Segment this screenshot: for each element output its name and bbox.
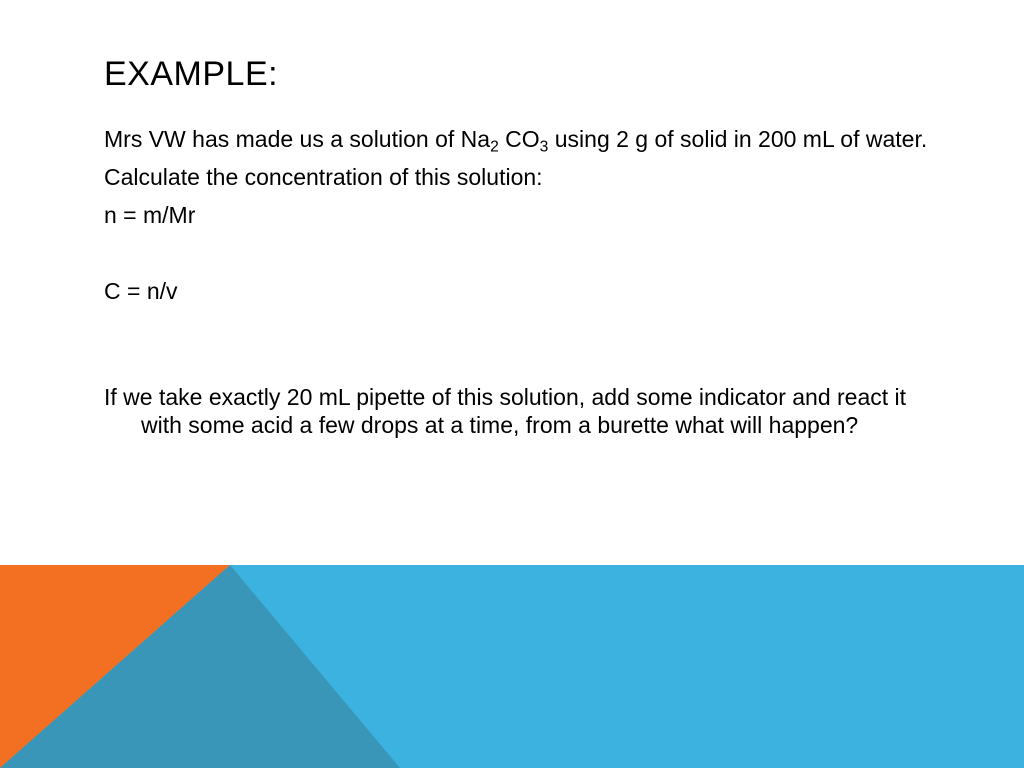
decorative-footer-graphic [0, 565, 1024, 768]
carbonate-text: CO [498, 126, 540, 152]
body-line-solution [104, 125, 934, 156]
solution-text-end: using 2 g of solid in 200 mL of water. [548, 126, 928, 152]
body-line-titration-question: If we take exactly 20 mL pipette of this solution, add some indicator and react it with some acid a few drops at a time, from a burette what will happen? [104, 384, 907, 438]
body-line-concentration-formula: C = n/v [104, 278, 178, 304]
blank-line [104, 229, 934, 277]
slide-body [104, 125, 934, 439]
body-line-moles-formula: n = m/Mr [104, 202, 196, 228]
oxygen-subscript: 3 [539, 138, 549, 156]
slide-title: EXAMPLE: [104, 55, 279, 93]
blank-line [104, 305, 934, 383]
body-line-calculate: Calculate the concentration of this solution: [104, 164, 543, 190]
sodium-subscript: 2 [490, 138, 499, 156]
solution-text-start: Mrs VW has made us a solution of Na [104, 126, 491, 152]
